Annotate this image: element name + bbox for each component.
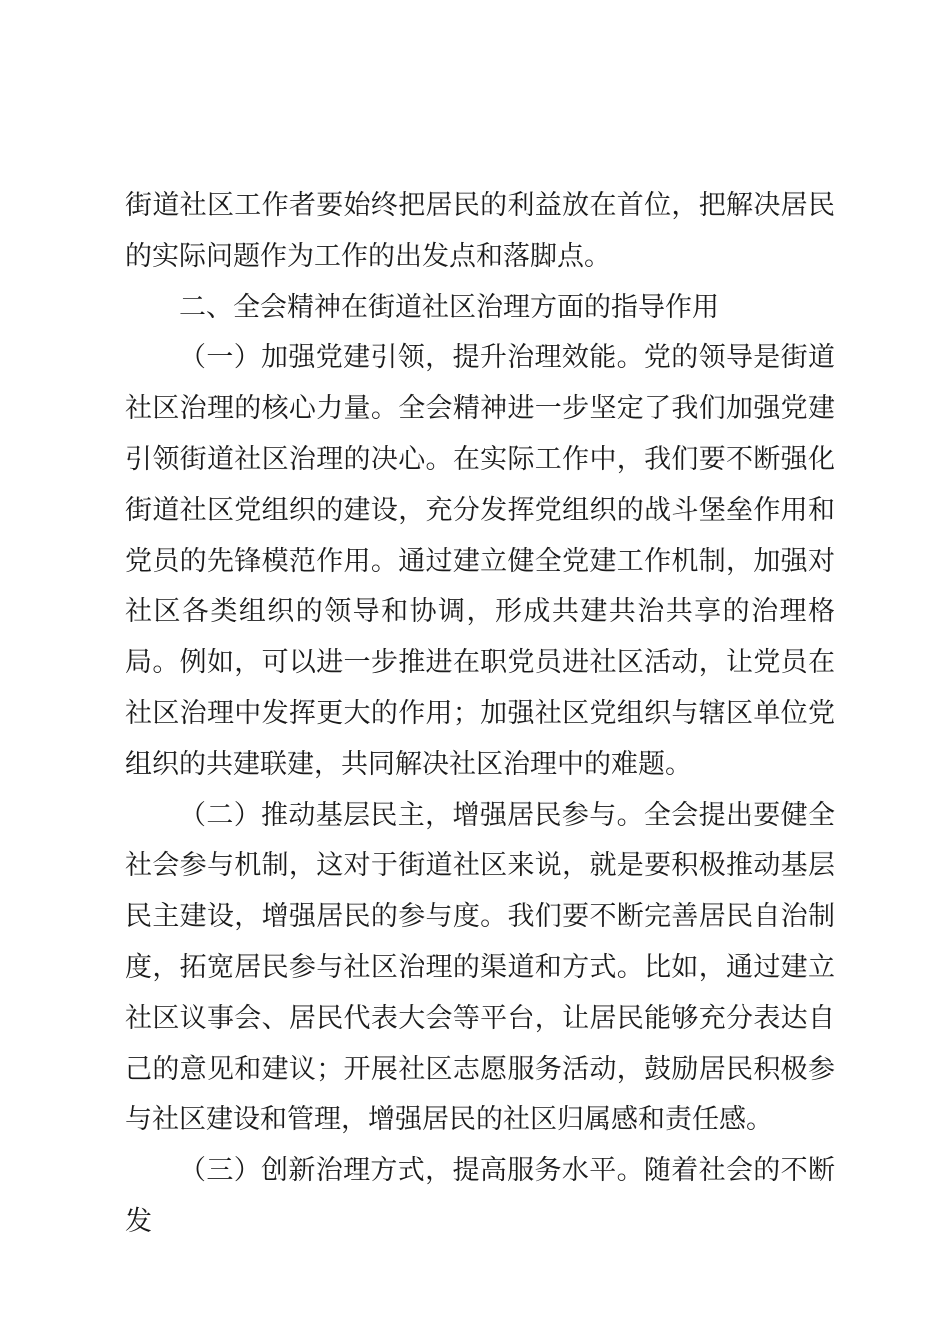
section-heading: 二、全会精神在街道社区治理方面的指导作用 bbox=[179, 291, 719, 323]
document-body bbox=[125, 181, 835, 1248]
paragraph-party-building: （一）加强党建引领，提升治理效能。党的领导是街道社区治理的核心力量。全会精神进一步坚定了我们加强党建引领街道社区治理的决心。在实际工作中，我们要不断强化街道社区党组织的建设，充分发挥党组织的战斗堡垒作用和党员的先锋模范作用。通过建立健全党建工作机制，加强对社区各类组织的领导和协调，形成共建共治共享的治理格局。例如，可以进一步推进在职党员进社区活动，让党员在社区治理中发挥更大的作用；加强社区党组织与辖区单位党组织的共建联建，共同解决社区治理中的难题。 bbox=[125, 342, 835, 780]
paragraph-continuation: 街道社区工作者要始终把居民的利益放在首位，把解决居民的实际问题作为工作的出发点和落脚点。 bbox=[125, 190, 835, 272]
paragraph-grassroots-democracy: （二）推动基层民主，增强居民参与。全会提出要健全社会参与机制，这对于街道社区来说，就是要积极推动基层民主建设，增强居民的参与度。我们要不断完善居民自治制度，拓宽居民参与社区治理的渠道和方式。比如，通过建立社区议事会、居民代表大会等平台，让居民能够充分表达自己的意见和建议；开展社区志愿服务活动，鼓励居民积极参与社区建设和管理，增强居民的社区归属感和责任感。 bbox=[125, 799, 835, 1136]
paragraph-innovation: （三）创新治理方式，提高服务水平。随着社会的不断发 bbox=[125, 1155, 835, 1237]
